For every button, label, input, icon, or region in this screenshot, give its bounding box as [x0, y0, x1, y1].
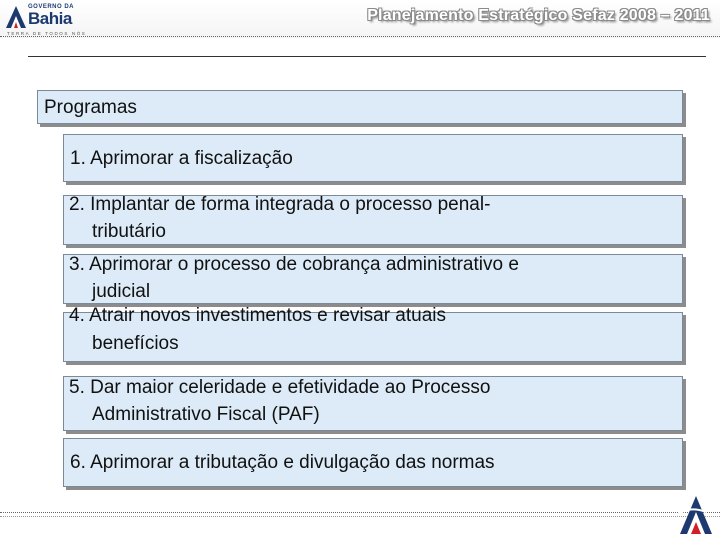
footer-divider-2	[0, 516, 720, 517]
header-divider	[0, 36, 720, 37]
footer-divider	[0, 512, 720, 513]
program-item-4-line2: benefícios	[92, 333, 179, 354]
program-item-6-line1: 6. Aprimorar a tributação e divulgação das normas	[70, 452, 495, 473]
program-item-1	[63, 134, 683, 182]
bahia-emblem-icon	[676, 492, 716, 538]
program-item-1-line1: 1. Aprimorar a fiscalização	[70, 148, 293, 169]
bahia-logo	[4, 2, 92, 36]
logo-small-text: GOVERNO DA	[28, 4, 75, 10]
section-title-box	[37, 90, 683, 124]
logo-big-text: Bahia	[28, 9, 72, 28]
program-item-6	[63, 438, 683, 487]
logo-tagline: TERRA DE TODOS NÓS	[7, 31, 87, 36]
title-rule	[28, 56, 706, 57]
bahia-government-logo-icon	[4, 2, 28, 30]
section-title: Programas	[44, 97, 137, 118]
program-item-5-line2: Administrativo Fiscal (PAF)	[92, 404, 320, 425]
program-item-5-line1: 5. Dar maior celeridade e efetividade ao Processo	[69, 377, 491, 398]
program-item-3-line1: 3. Aprimorar o processo de cobrança administrativo e	[69, 254, 519, 275]
program-item-4-line1: 4. Atrair novos investimentos e revisar atuais	[69, 305, 447, 326]
program-item-2-line1: 2. Implantar de forma integrada o processo penal-	[69, 194, 491, 215]
program-item-3-line2: judicial	[92, 281, 151, 302]
program-item-2-line2: tributário	[92, 221, 166, 242]
page-title: Planejamento Estratégico Sefaz 2008 – 2011	[367, 7, 710, 24]
